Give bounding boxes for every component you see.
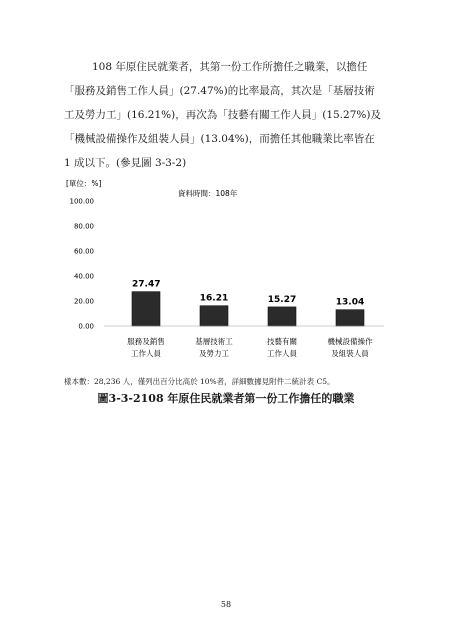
x-tick-label: 服務及銷售 (127, 337, 165, 346)
paragraph-line: 108 年原住民就業者，其第一份工作所擔任之職業，以擔任 (92, 61, 368, 73)
y-tick-label: 20.00 (73, 297, 94, 306)
x-tick-label: 工作人員 (267, 349, 297, 358)
paragraph-line: 1 成以下。(參見圖 3-3-2) (64, 157, 187, 169)
bar-value-label: 16.21 (199, 293, 229, 304)
x-tick-label: 技藝有關 (267, 337, 297, 346)
x-tick-label: 及組裝人員 (331, 349, 369, 358)
x-tick-label: 基層技術工 (195, 337, 233, 346)
x-tick-label: 機械設備操作 (327, 337, 373, 346)
x-axis (104, 326, 384, 358)
y-tick-label: 0.00 (78, 322, 94, 331)
y-axis (70, 198, 95, 331)
x-tick-label: 工作人員 (131, 349, 161, 358)
y-tick-label: 80.00 (73, 222, 94, 231)
bar (268, 307, 296, 326)
sample-note: 樣本數：28,236 人，僅列出百分比高於 10%者，詳細數據見附件二統計表 C5。 (64, 377, 335, 386)
paragraph-line: 工及勞力工」(16.21%)，再次為「技藝有關工作人員」(15.27%)及 (64, 109, 381, 121)
y-tick-label: 60.00 (73, 247, 94, 256)
bar-value-label: 27.47 (132, 279, 161, 290)
bars (132, 280, 364, 326)
x-tick-label: 及勞力工 (199, 349, 229, 358)
bar-value-label: 13.04 (335, 297, 365, 308)
chart-unit-label: [單位：%] (66, 179, 102, 188)
paragraph-line: 「服務及銷售工作人員」(27.47%)的比率最高，其次是「基層技術 (64, 85, 375, 97)
bar (132, 292, 160, 326)
page-number: 58 (220, 600, 232, 609)
bar-value-label: 15.27 (267, 294, 297, 305)
bar (200, 306, 228, 326)
paragraph-line: 「機械設備操作及組裝人員」(13.04%)，而擔任其他職業比率皆在 (64, 133, 375, 145)
chart-data-time-label: 資料時間：108年 (178, 189, 238, 198)
bar (336, 310, 364, 326)
figure-caption: 圖3-3-2108 年原住民就業者第一份工作擔任的職業 (97, 392, 355, 405)
y-tick-label: 40.00 (73, 272, 94, 281)
y-tick-label: 100.00 (69, 197, 94, 206)
